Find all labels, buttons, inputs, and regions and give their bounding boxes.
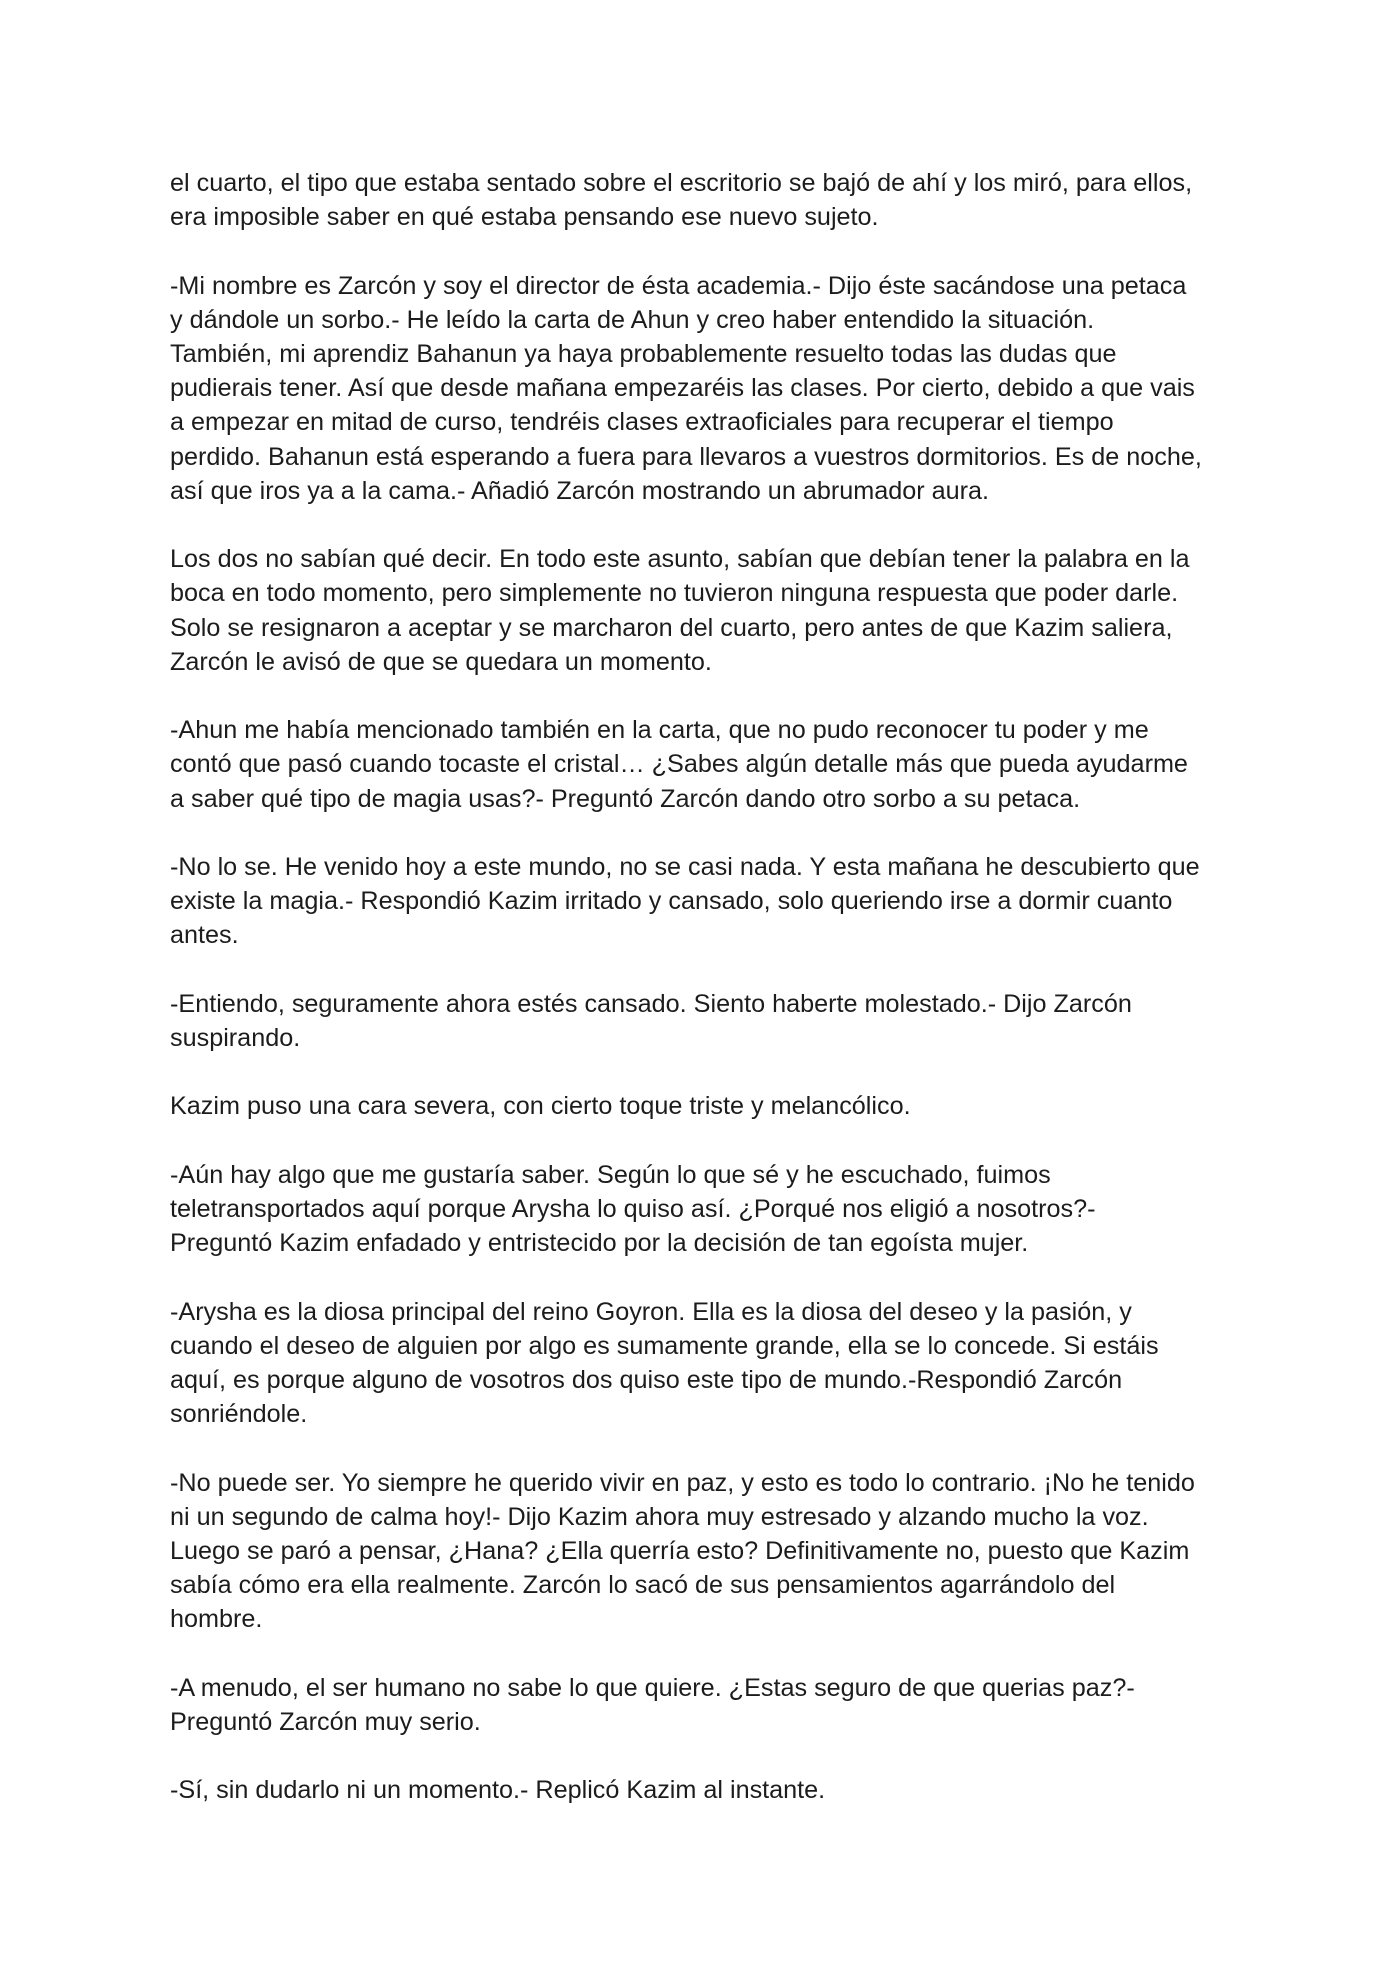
paragraph: -No lo se. He venido hoy a este mundo, no se casi nada. Y esta mañana he descubierto que existe la magia.- Respondió Kazim irritado y cansado, solo queriendo irse a dormir cuanto antes.: [170, 853, 1200, 950]
paragraph: -A menudo, el ser humano no sabe lo que quiere. ¿Estas seguro de que querias paz?- Preguntó Zarcón muy serio.: [170, 1673, 1135, 1736]
paragraph: -Aún hay algo que me gustaría saber. Según lo que sé y he escuchado, fuimos teletransportados aquí porque Arysha lo quiso así. ¿Porqué nos eligió a nosotros?- Preguntó Kazim enfadado y entristecido por la decisión de tan egoísta mujer.: [170, 1160, 1096, 1258]
paragraph: el cuarto, el tipo que estaba sentado sobre el escritorio se bajó de ahí y los miró, para ellos, era imposible saber en qué estaba pensando ese nuevo sujeto.: [170, 169, 1193, 232]
paragraph: Kazim puso una cara severa, con cierto toque triste y melancólico.: [170, 1092, 911, 1121]
paragraph: -Ahun me había mencionado también en la carta, que no pudo reconocer tu poder y me contó que pasó cuando tocaste el cristal… ¿Sabes algún detalle más que pueda ayudarme a saber qué tipo de magia usas?- Preguntó Zarcón dando otro sorbo a su petaca.: [170, 716, 1188, 813]
paragraph: -Entiendo, seguramente ahora estés cansado. Siento haberte molestado.- Dijo Zarcón suspirando.: [170, 989, 1132, 1052]
paragraph: -No puede ser. Yo siempre he querido vivir en paz, y esto es todo lo contrario. ¡No he tenido ni un segundo de calma hoy!- Dijo Kazim ahora muy estresado y alzando mucho la voz. Luego se paró a pensar, ¿Hana? ¿Ella querría esto? Definitivamente no, puesto que Kazim sabía cómo era ella realmente. Zarcón lo sacó de sus pensamientos agarrándolo del hombre.: [170, 1468, 1195, 1634]
paragraph: -Sí, sin dudarlo ni un momento.- Replicó Kazim al instante.: [170, 1776, 826, 1805]
paragraph: Los dos no sabían qué decir. En todo este asunto, sabían que debían tener la palabra en la boca en todo momento, pero simplemente no tuvieron ninguna respuesta que poder darle. Solo se resignaron a aceptar y se marcharon del cuarto, pero antes de que Kazim saliera, Zarcón le avisó de que se quedara un momento.: [170, 545, 1190, 676]
paragraph: -Mi nombre es Zarcón y soy el director de ésta academia.- Dijo éste sacándose una petaca y dándole un sorbo.- He leído la carta de Ahun y creo haber entendido la situación. También, mi aprendiz Bahanun ya haya probablemente resuelto todas las dudas que pudierais tener. Así que desde mañana empezaréis las clases. Por cierto, debido a que vais a empezar en mitad de curso, tendréis clases extraoficiales para recuperar el tiempo perdido. Bahanun está esperando a fuera para llevaros a vuestros dormitorios. Es de noche, así que iros ya a la cama.- Añadió Zarcón mostrando un abrumador aura.: [170, 271, 1202, 505]
paragraph: -Arysha es la diosa principal del reino Goyron. Ella es la diosa del deseo y la pasión, y cuando el deseo de alguien por algo es sumamente grande, ella se lo concede. Si estáis aquí, es porque alguno de vosotros dos quiso este tipo de mundo.-Respondió Zarcón sonriéndole.: [170, 1297, 1159, 1429]
document-body: [170, 166, 1230, 1808]
